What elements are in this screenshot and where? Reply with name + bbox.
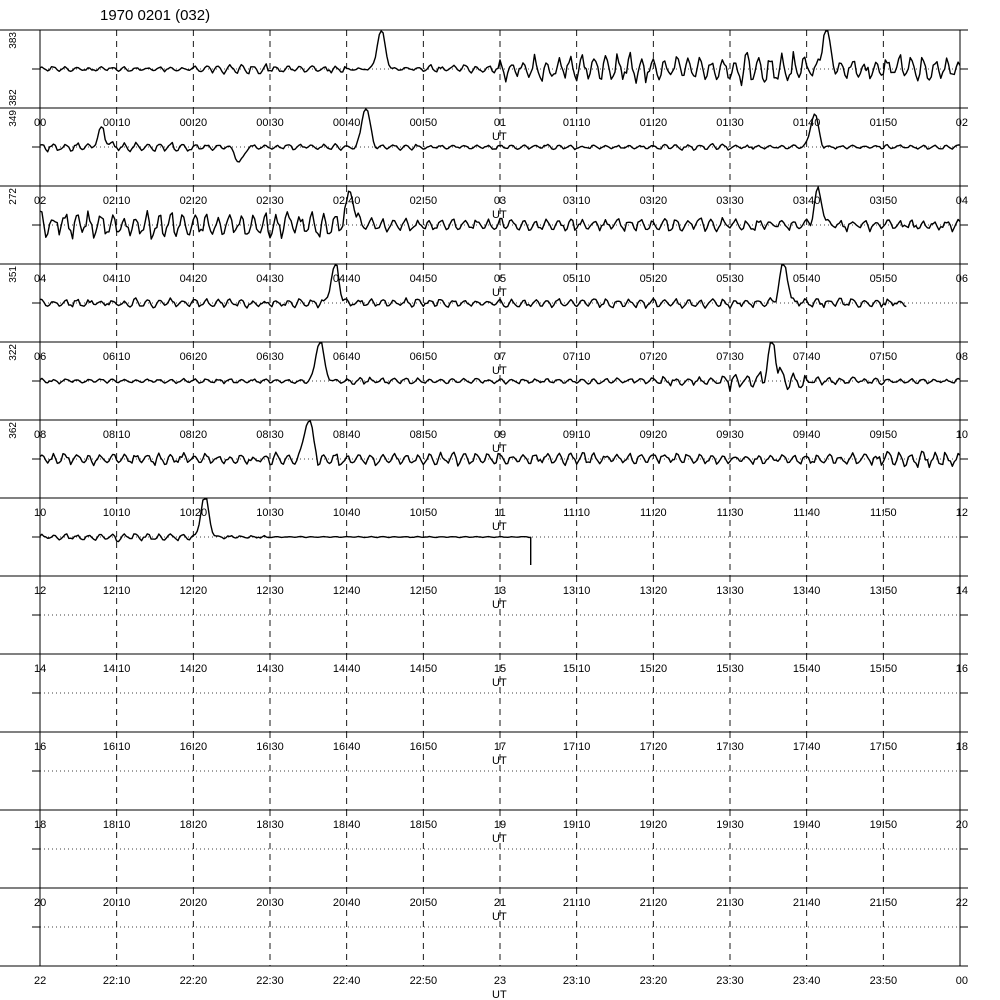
tick-label: 14:30: [256, 663, 284, 675]
tick-label: 13:40: [792, 585, 821, 597]
tick-label: 21:30: [716, 897, 744, 909]
panel-strips: [0, 30, 968, 1000]
tick-label: 11:30: [716, 507, 744, 519]
tick-label: 08:40: [332, 429, 361, 441]
tick-label: 08:10: [102, 429, 131, 441]
tick-label: 06: [34, 351, 47, 363]
panel-side-label: 322: [8, 344, 19, 361]
tick-label: 01:40: [792, 117, 821, 129]
tick-label: 23:20: [639, 975, 668, 987]
tick-label: 10:20: [179, 507, 208, 519]
tick-label: 20:40: [332, 897, 361, 909]
tick-label: 02:50: [409, 195, 438, 207]
panel-2: [0, 186, 968, 299]
tick-label: 04:10: [102, 273, 131, 285]
tick-label: 01:20: [639, 117, 668, 129]
tick-label: 11:50: [869, 507, 897, 519]
tick-label: 20:50: [409, 897, 438, 909]
tick-label: 07:40: [792, 351, 821, 363]
tick-label: 12:20: [179, 585, 208, 597]
tick-label: 22:30: [256, 975, 284, 987]
tick-label: 13: [493, 585, 507, 597]
tick-label: 08:20: [179, 429, 208, 441]
tick-label: 02: [34, 195, 47, 207]
tick-label: 11:10: [563, 507, 591, 519]
tick-label: 22:50: [409, 975, 438, 987]
tick-label: 14: [955, 585, 968, 597]
ut-label: UT: [492, 599, 507, 611]
tick-label: 11:20: [639, 507, 667, 519]
tick-label: 07:50: [869, 351, 898, 363]
tick-label: 03:10: [562, 195, 591, 207]
tick-label: 02:10: [102, 195, 131, 207]
tick-label: 15: [493, 663, 507, 675]
panel-side-label: 349: [8, 110, 19, 127]
ut-label: UT: [492, 287, 507, 299]
tick-label: 23: [493, 975, 507, 987]
tick-label: 19:20: [639, 819, 668, 831]
tick-label: 20:30: [256, 897, 284, 909]
tick-label: 04:40: [332, 273, 361, 285]
tick-label: 10: [955, 429, 968, 441]
tick-label: 12:40: [332, 585, 361, 597]
tick-label: 16:10: [102, 741, 131, 753]
panel-0: [0, 30, 968, 143]
tick-label: 09:20: [639, 429, 668, 441]
tick-label: 05:50: [869, 273, 898, 285]
tick-label: 18: [955, 741, 968, 753]
tick-label: 15:50: [869, 663, 898, 675]
tick-label: 23:10: [562, 975, 591, 987]
tick-label: 20:10: [102, 897, 131, 909]
ut-label: UT: [492, 443, 507, 455]
tick-label: 07:30: [716, 351, 744, 363]
panel-4: [0, 342, 968, 455]
panel-9: [0, 732, 968, 845]
tick-label: 17:30: [716, 741, 744, 753]
tick-label: 01: [493, 117, 507, 129]
tick-label: 18:10: [102, 819, 131, 831]
tick-label: 21:10: [562, 897, 591, 909]
tick-label: 21:50: [869, 897, 898, 909]
tick-label: 20: [955, 819, 968, 831]
tick-label: 01:30: [716, 117, 744, 129]
tick-label: 00:50: [409, 117, 438, 129]
panel-5: [0, 420, 968, 533]
tick-label: 09:10: [562, 429, 591, 441]
tick-label: 11: [494, 507, 506, 519]
tick-label: 18:50: [409, 819, 438, 831]
panel-6: [0, 498, 968, 611]
tick-label: 07: [493, 351, 507, 363]
tick-label: 03:20: [639, 195, 668, 207]
tick-label: 06:10: [102, 351, 131, 363]
tick-label: 14: [34, 663, 47, 675]
tick-label: 04:30: [256, 273, 284, 285]
tick-label: 10:10: [102, 507, 131, 519]
tick-label: 20:20: [179, 897, 208, 909]
tick-label: 13:20: [639, 585, 668, 597]
tick-label: 23:40: [792, 975, 821, 987]
tick-label: 08: [34, 429, 47, 441]
tick-label: 00:30: [256, 117, 284, 129]
tick-label: 13:10: [562, 585, 591, 597]
tick-label: 19:30: [716, 819, 744, 831]
panel-side-label: 362: [8, 422, 19, 439]
tick-label: 04:20: [179, 273, 208, 285]
tick-label: 06:30: [256, 351, 284, 363]
tick-label: 03:30: [716, 195, 744, 207]
tick-label: 11:40: [793, 507, 821, 519]
tick-label: 15:10: [562, 663, 591, 675]
tick-label: 02:40: [332, 195, 361, 207]
panel-side-label: 351: [8, 266, 19, 283]
tick-label: 02: [955, 117, 968, 129]
tick-label: 00:10: [102, 117, 131, 129]
tick-label: 06:20: [179, 351, 208, 363]
tick-label: 14:10: [102, 663, 131, 675]
panel-side-label-bottom: 382: [8, 89, 19, 106]
tick-label: 15:30: [716, 663, 744, 675]
tick-label: 05: [493, 273, 507, 285]
tick-label: 22:20: [179, 975, 208, 987]
tick-label: 18: [34, 819, 47, 831]
panel-10: [0, 810, 968, 923]
tick-label: 13:50: [869, 585, 898, 597]
tick-label: 23:30: [716, 975, 744, 987]
ut-label: UT: [492, 677, 507, 689]
ut-label: UT: [492, 365, 507, 377]
tick-label: 02:30: [256, 195, 284, 207]
tick-label: 18:20: [179, 819, 208, 831]
tick-label: 12:10: [102, 585, 131, 597]
tick-label: 12:30: [256, 585, 284, 597]
tick-label: 17:20: [639, 741, 668, 753]
tick-label: 12: [955, 507, 968, 519]
panel-side-label: 383: [8, 32, 19, 49]
tick-label: 23:50: [869, 975, 898, 987]
ut-label: UT: [492, 989, 507, 1000]
tick-label: 14:20: [179, 663, 208, 675]
tick-label: 18:30: [256, 819, 284, 831]
tick-label: 16: [955, 663, 968, 675]
tick-label: 19: [493, 819, 507, 831]
tick-label: 14:40: [332, 663, 361, 675]
tick-label: 00:20: [179, 117, 208, 129]
tick-label: 05:30: [716, 273, 744, 285]
tick-label: 15:20: [639, 663, 668, 675]
tick-label: 19:40: [792, 819, 821, 831]
tick-label: 05:20: [639, 273, 668, 285]
tick-label: 10: [34, 507, 47, 519]
tick-label: 09:30: [716, 429, 744, 441]
tick-label: 16:40: [332, 741, 361, 753]
series-line: [40, 265, 906, 309]
ut-label: UT: [492, 521, 507, 533]
tick-label: 06: [955, 273, 968, 285]
ut-label: UT: [492, 131, 507, 143]
tick-label: 09:50: [869, 429, 898, 441]
tick-label: 01:10: [562, 117, 591, 129]
tick-label: 15:40: [792, 663, 821, 675]
tick-label: 10:50: [409, 507, 438, 519]
tick-label: 04: [34, 273, 47, 285]
tick-label: 17:50: [869, 741, 898, 753]
tick-label: 03: [493, 195, 507, 207]
tick-label: 03:50: [869, 195, 898, 207]
tick-label: 12:50: [409, 585, 438, 597]
ut-label: UT: [492, 911, 507, 923]
tick-label: 16:30: [256, 741, 284, 753]
tick-label: 20: [34, 897, 47, 909]
tick-label: 07:10: [562, 351, 591, 363]
panel-11: [0, 888, 968, 1000]
tick-label: 16:50: [409, 741, 438, 753]
panel-3: [0, 264, 968, 377]
panel-8: [0, 654, 968, 767]
tick-label: 17: [493, 741, 507, 753]
tick-label: 10:40: [332, 507, 361, 519]
tick-label: 16:20: [179, 741, 208, 753]
tick-label: 07:20: [639, 351, 668, 363]
tick-label: 08: [955, 351, 968, 363]
tick-label: 00: [955, 975, 968, 987]
tick-label: 13:30: [716, 585, 744, 597]
tick-label: 04:50: [409, 273, 438, 285]
ut-label: UT: [492, 833, 507, 845]
tick-label: 08:50: [409, 429, 438, 441]
tick-label: 10:30: [256, 507, 284, 519]
tick-label: 17:40: [792, 741, 821, 753]
tick-label: 19:50: [869, 819, 898, 831]
tick-label: 22:40: [332, 975, 361, 987]
ut-label: UT: [492, 209, 507, 221]
tick-label: 05:10: [562, 273, 591, 285]
tick-label: 02:20: [179, 195, 208, 207]
tick-label: 00:40: [332, 117, 361, 129]
tick-label: 22:10: [102, 975, 131, 987]
tick-label: 14:50: [409, 663, 438, 675]
ut-label: UT: [492, 755, 507, 767]
tick-label: 01:50: [869, 117, 898, 129]
panel-side-label: 272: [8, 188, 19, 205]
tick-label: 03:40: [792, 195, 821, 207]
tick-label: 21:20: [639, 897, 668, 909]
tick-label: 05:40: [792, 273, 821, 285]
tick-label: 09:40: [792, 429, 821, 441]
panel-1: [0, 108, 968, 221]
chart-title: 1970 0201 (032): [100, 7, 211, 24]
tick-label: 08:30: [256, 429, 284, 441]
panel-7: [0, 576, 968, 689]
tick-label: 19:10: [562, 819, 591, 831]
tick-label: 22: [955, 897, 968, 909]
tick-label: 22: [34, 975, 47, 987]
tick-label: 09: [493, 429, 507, 441]
tick-label: 06:50: [409, 351, 438, 363]
tick-label: 21:40: [792, 897, 821, 909]
tick-label: 16: [34, 741, 47, 753]
tick-label: 00: [34, 117, 47, 129]
tick-label: 21: [493, 897, 507, 909]
tick-label: 18:40: [332, 819, 361, 831]
tick-label: 06:40: [332, 351, 361, 363]
tick-label: 12: [34, 585, 47, 597]
tick-label: 17:10: [562, 741, 591, 753]
tick-label: 04: [955, 195, 968, 207]
